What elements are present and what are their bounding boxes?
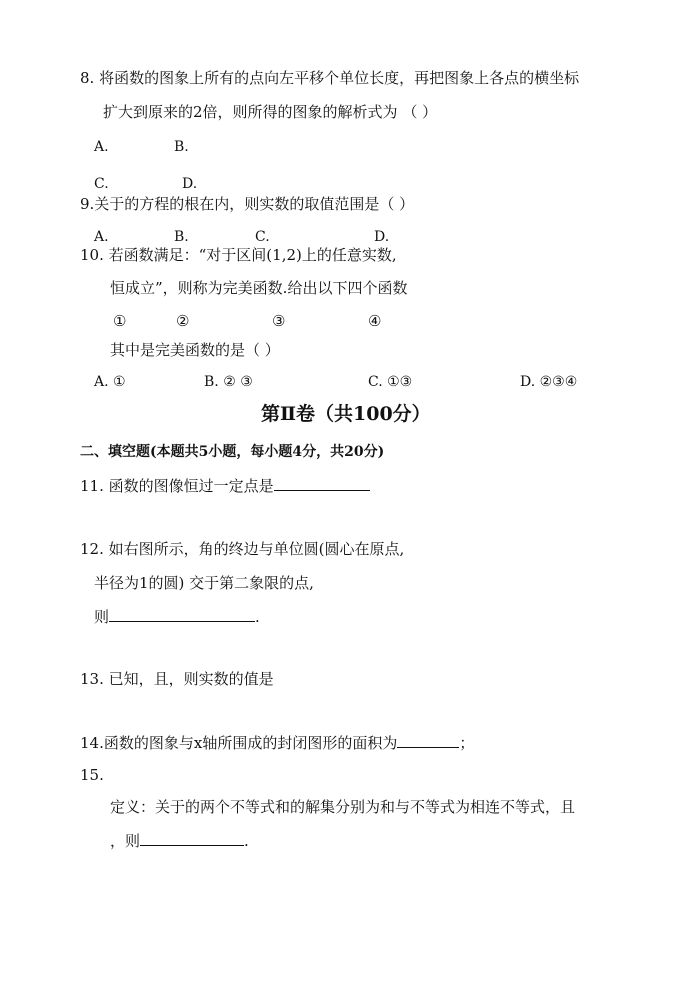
fill-in-section-header: 二、填空题(本题共5小题，每小题4分，共20分)	[80, 444, 385, 460]
q14-answer-blank	[397, 733, 459, 748]
q15-number: 15.	[80, 766, 104, 784]
q12-prefix: 则	[94, 608, 110, 626]
q11-label: 11. 函数的图像恒过一定点是	[80, 477, 274, 495]
q15-prefix: ，则	[110, 832, 141, 850]
q12-line2: 半径为1的圆) 交于第二象限的点,	[94, 574, 314, 592]
q10-option-a: A. ①	[94, 374, 126, 390]
q8-line1: 8. 将函数的图象上所有的点向左平移个单位长度，再把图象上各点的横坐标	[80, 69, 580, 87]
q10-line1: 10. 若函数满足：“对于区间(1,2)上的任意实数,	[80, 246, 397, 264]
q9-option-b: B.	[174, 229, 189, 245]
section-2-title: 第Ⅱ卷（共100分）	[261, 403, 431, 425]
q9-line1: 9.关于的方程的根在内，则实数的取值范围是（ ）	[80, 195, 415, 213]
q9-option-c: C.	[255, 229, 270, 245]
q9-option-d: D.	[374, 229, 390, 245]
q11-text	[80, 476, 370, 496]
q14-text	[80, 733, 474, 753]
q10-option-b: B. ② ③	[204, 374, 253, 390]
q10-option-c: C. ①③	[368, 374, 413, 390]
q15-line2	[110, 831, 249, 851]
q15-suffix: .	[244, 832, 249, 850]
q12-line3	[94, 607, 260, 627]
q13-text: 13. 已知，且，则实数的值是	[80, 670, 274, 688]
q10-item-1: ①	[113, 312, 127, 330]
q15-answer-blank	[140, 831, 244, 846]
q10-item-2: ②	[176, 312, 190, 330]
q14-label: 14.函数的图象与x轴所围成的封闭图形的面积为	[80, 734, 398, 752]
q8-option-a: A.	[94, 139, 109, 155]
q10-line2: 恒成立”，则称为完美函数.给出以下四个函数	[110, 279, 408, 297]
q9-option-a: A.	[94, 229, 109, 245]
q8-option-b: B.	[174, 139, 189, 155]
q10-item-3: ③	[272, 312, 286, 330]
q15-line1: 定义：关于的两个不等式和的解集分别为和与不等式为相连不等式，且	[110, 798, 576, 816]
q8-line2: 扩大到原来的2倍，则所得的图象的解析式为 （ ）	[103, 103, 438, 121]
q11-answer-blank	[274, 476, 370, 491]
q8-option-d: D.	[182, 176, 198, 192]
q12-answer-blank	[109, 607, 255, 622]
q10-item-4: ④	[368, 312, 382, 330]
q10-option-d: D. ②③④	[520, 374, 578, 390]
q12-suffix: .	[255, 608, 260, 626]
q12-line1: 12. 如右图所示，角的终边与单位圆(圆心在原点,	[80, 540, 405, 558]
q14-suffix: ；	[459, 734, 475, 752]
q10-line3: 其中是完美函数的是（ ）	[110, 341, 280, 359]
q8-option-c: C.	[94, 176, 109, 192]
